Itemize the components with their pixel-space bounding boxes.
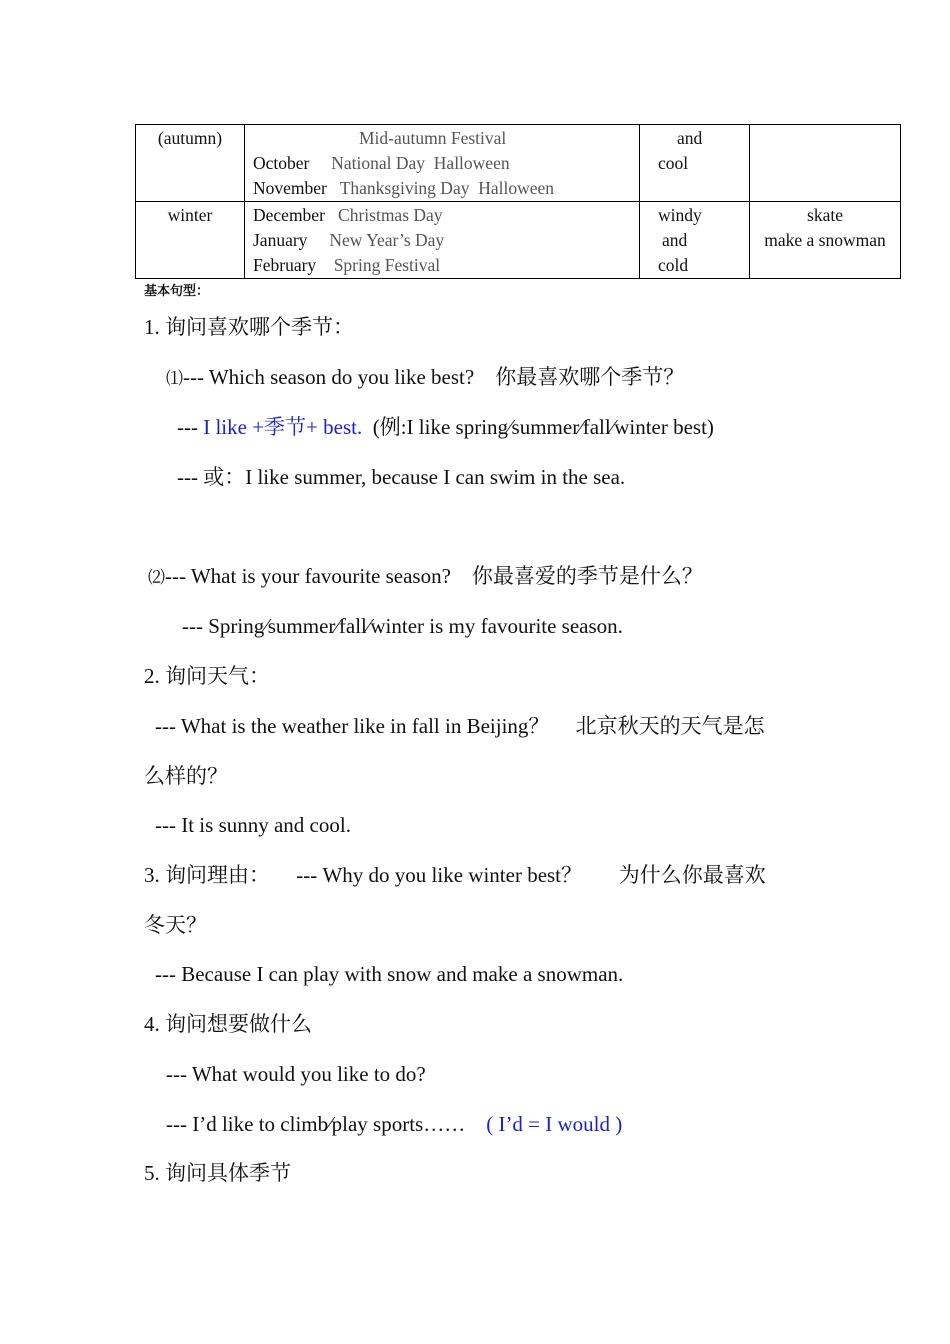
weather-text: and — [677, 128, 703, 148]
activity-text: skate — [807, 205, 843, 225]
activities-cell — [750, 125, 901, 202]
festival-text: Mid-autumn Festival — [359, 128, 507, 148]
activity-text: make a snowman — [764, 230, 886, 250]
question-5: --- What would you like to do? — [166, 1062, 426, 1086]
table-row — [136, 125, 901, 202]
weather-text: cold — [658, 255, 689, 275]
month-name: January — [253, 230, 308, 250]
answer-prefix: --- — [177, 415, 204, 439]
question-1 — [166, 364, 684, 392]
festival-text: Spring Festival — [333, 255, 441, 275]
weather-text: cool — [658, 153, 689, 173]
item-number: ⑴ — [166, 369, 183, 388]
month-name: October — [253, 153, 310, 173]
question-3: --- What is the weather like in fall in Beijing？ 北京秋天的天气是怎 — [155, 714, 765, 738]
festival-text: Thanksgiving Day Halloween — [339, 178, 555, 198]
heading-3-cont: 冬天？ — [144, 913, 207, 937]
section-caption: 基本句型： — [144, 284, 210, 299]
heading-3: 3. 询问理由： --- Why do you like winter best？ 为什么你最喜欢 — [144, 863, 766, 887]
season-name: winter — [167, 205, 213, 225]
weather-text: and — [662, 230, 688, 250]
answer-1b: --- 或：I like summer, because I can swim in the sea. — [177, 465, 626, 489]
weather-text: windy — [658, 205, 702, 225]
question-3-cont: 么样的？ — [144, 764, 228, 788]
answer-3: --- It is sunny and cool. — [155, 813, 351, 837]
table-row — [136, 202, 901, 279]
season-cell — [136, 125, 245, 202]
heading-4: 4. 询问想要做什么 — [144, 1012, 312, 1036]
answer-1 — [177, 414, 714, 440]
festival-text: New Year’s Day — [329, 230, 445, 250]
season-name: (autumn) — [157, 128, 223, 148]
weather-cell — [640, 202, 750, 279]
item-number: ⑵ — [148, 568, 165, 587]
heading-5: 5. 询问具体季节 — [144, 1161, 291, 1185]
seasons-table — [135, 124, 901, 279]
month-name: November — [253, 178, 327, 198]
festival-text: Christmas Day — [338, 205, 443, 225]
answer-5 — [166, 1111, 622, 1137]
answer-text: --- I’d like to climb⁄play sports…… — [166, 1112, 487, 1136]
answer-4: --- Because I can play with snow and make a snowman. — [155, 962, 624, 986]
festival-text: National Day Halloween — [331, 153, 510, 173]
activities-cell — [750, 202, 901, 279]
months-cell — [245, 125, 640, 202]
answer-note: ( I’d = I would ) — [486, 1112, 623, 1136]
answer-pattern: I like +季节+ best. — [203, 415, 363, 439]
month-name: February — [253, 255, 317, 275]
question-text: --- Which season do you like best? 你最喜欢哪个季节？ — [183, 365, 685, 389]
heading-2: 2. 询问天气： — [144, 664, 270, 688]
weather-cell — [640, 125, 750, 202]
season-cell — [136, 202, 245, 279]
question-text: --- What is your favourite season? 你最喜爱的季节是什么？ — [165, 564, 703, 588]
heading-1: 1. 询问喜欢哪个季节： — [144, 315, 354, 339]
month-name: December — [253, 205, 325, 225]
question-2 — [148, 563, 703, 591]
months-cell — [245, 202, 640, 279]
answer-2: --- Spring⁄summer⁄fall⁄winter is my favourite season. — [182, 614, 623, 638]
answer-example: (例:I like spring⁄summer⁄fall⁄winter best) — [362, 415, 714, 439]
